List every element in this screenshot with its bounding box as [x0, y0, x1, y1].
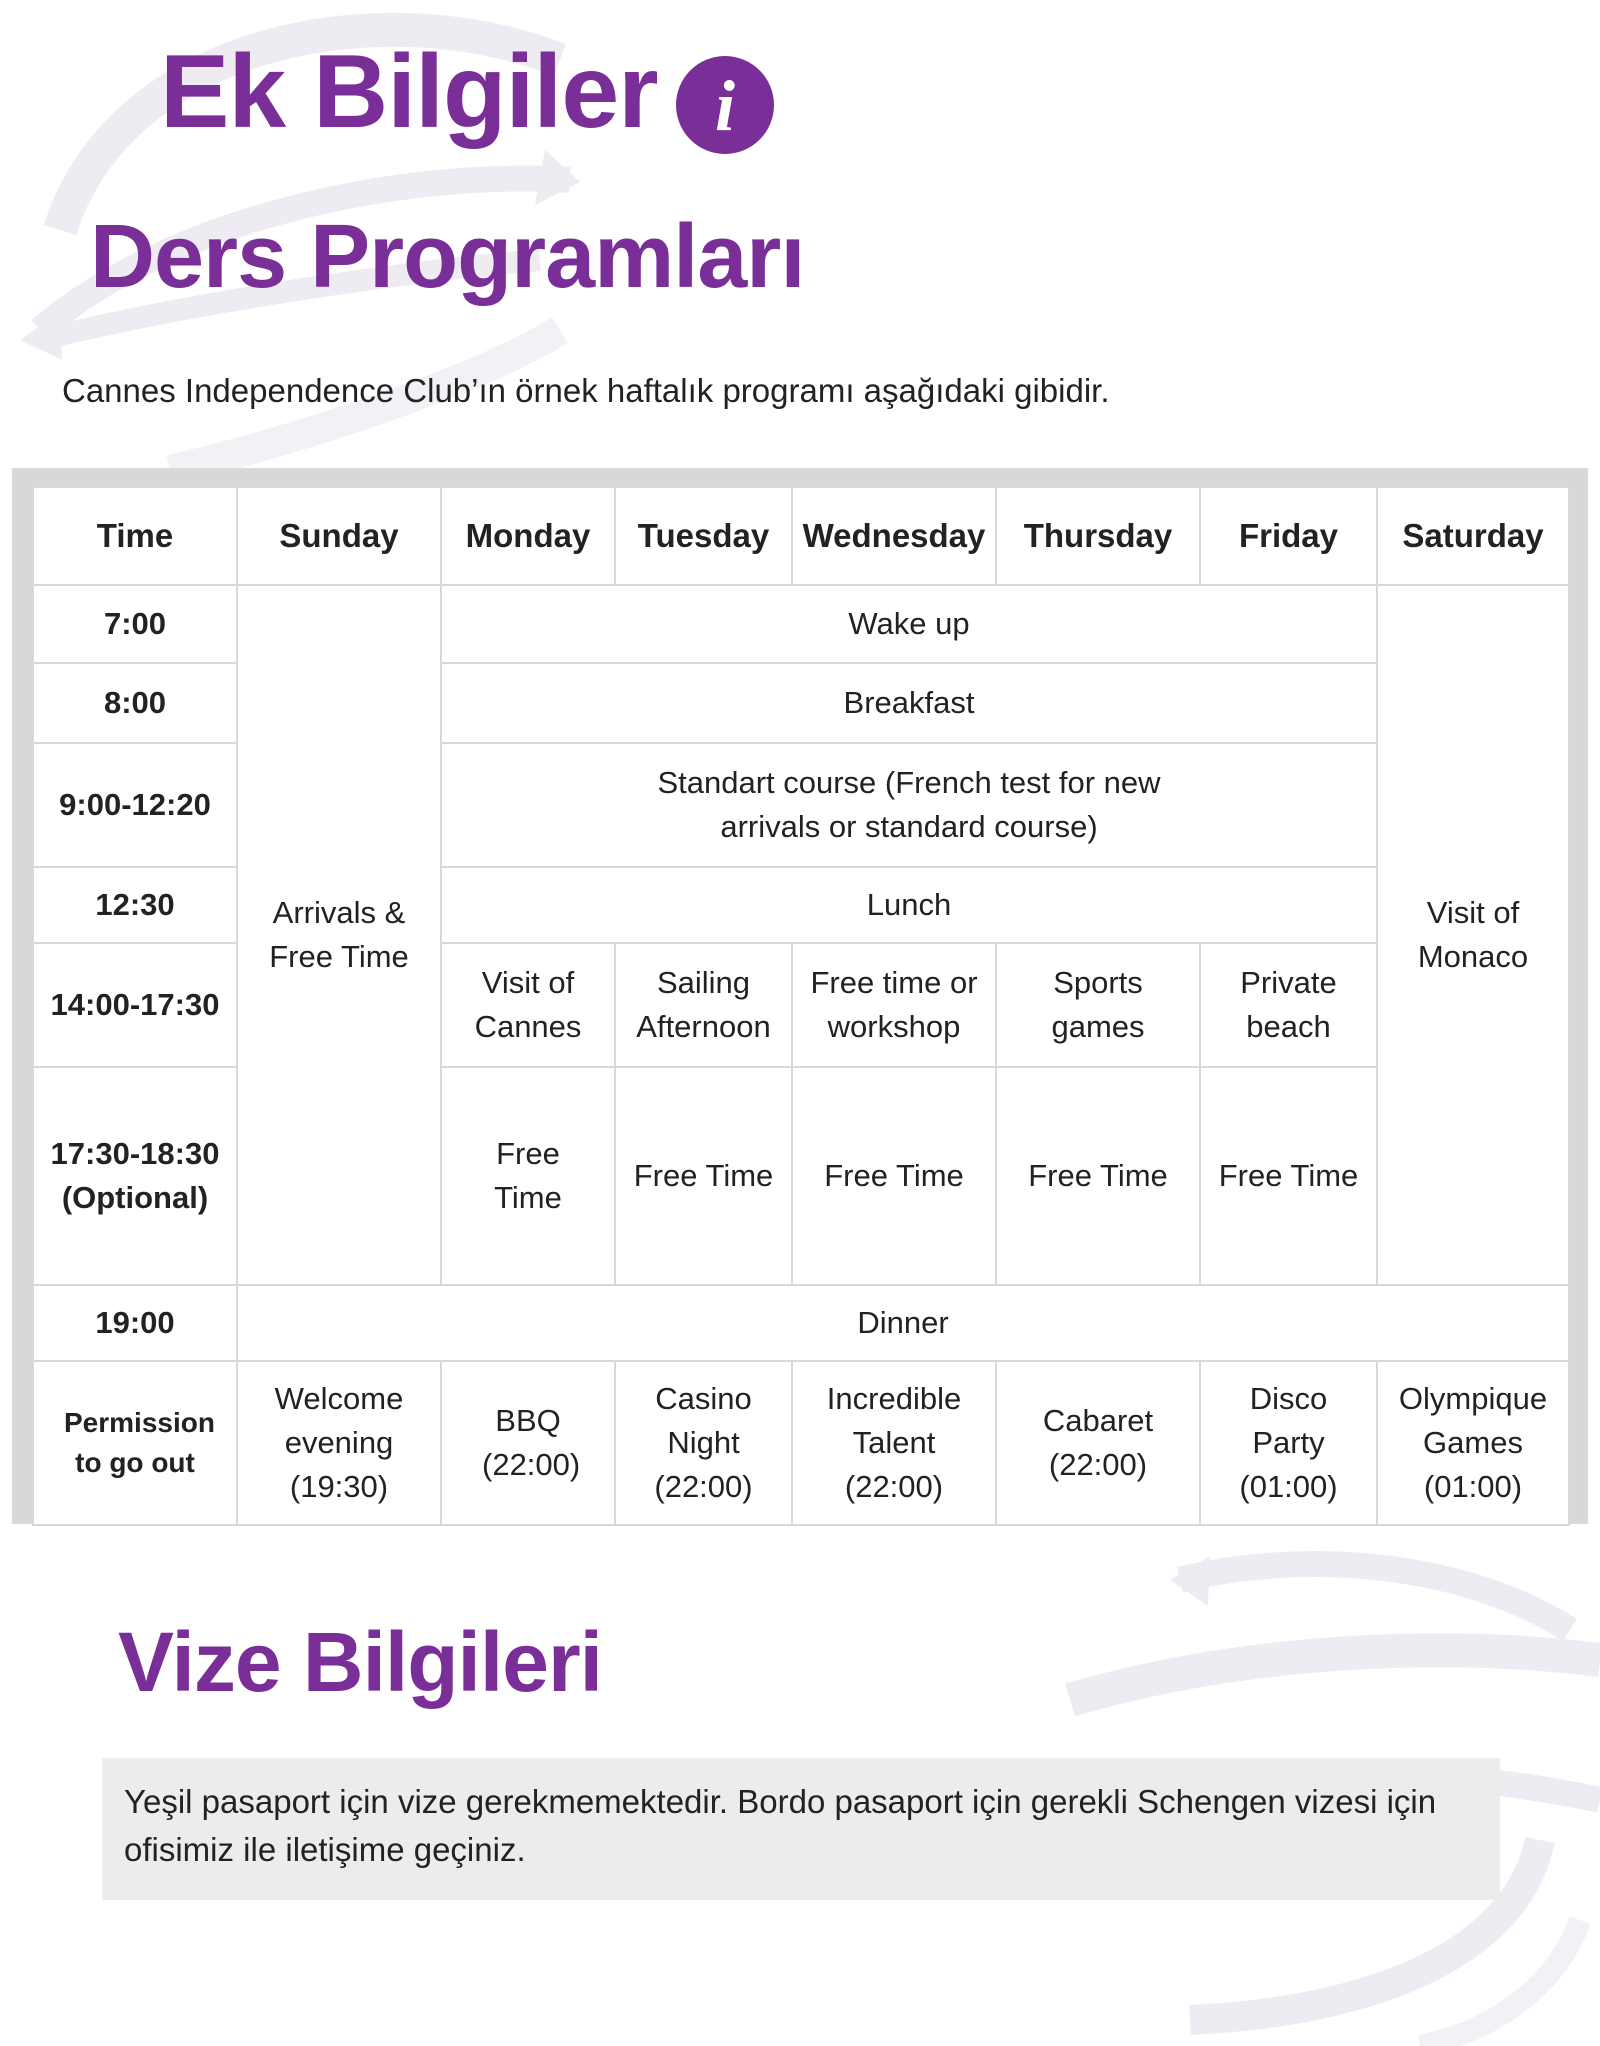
info-icon-glyph: i [714, 66, 736, 146]
lunch-cell: Lunch [441, 867, 1377, 943]
evening-wednesday: Free Time [792, 1067, 996, 1285]
afternoon-tuesday: Sailing Afternoon [615, 943, 792, 1067]
evening-friday: Free Time [1200, 1067, 1377, 1285]
afternoon-monday: Visit of Cannes [441, 943, 615, 1067]
afternoon-thursday: Sports games [996, 943, 1200, 1067]
course-cell: Standart course (French test for new arrivals or standard course) [441, 743, 1377, 867]
header-thursday: Thursday [996, 487, 1200, 585]
evening-monday: Free Time [441, 1067, 615, 1285]
night-wednesday: Incredible Talent (22:00) [792, 1361, 996, 1525]
page-title: Ek Bilgiler [160, 34, 658, 150]
header-wednesday: Wednesday [792, 487, 996, 585]
time-cell: Permission to go out [33, 1361, 237, 1525]
night-tuesday: Casino Night (22:00) [615, 1361, 792, 1525]
time-cell: 9:00-12:20 [33, 743, 237, 867]
schedule-frame [12, 468, 1588, 1524]
wake-up-cell: Wake up [441, 585, 1377, 663]
afternoon-wednesday: Free time or workshop [792, 943, 996, 1067]
time-cell: 19:00 [33, 1285, 237, 1361]
night-monday: BBQ (22:00) [441, 1361, 615, 1525]
table-row [33, 585, 1569, 663]
dinner-cell: Dinner [237, 1285, 1569, 1361]
saturday-monaco-cell: Visit of Monaco [1377, 585, 1569, 1285]
visa-info-text: Yeşil pasaport için vize gerekmemektedir. Bordo pasaport için gerekli Schengen vizesi için ofisimiz ile iletişime geçiniz. [124, 1783, 1437, 1868]
section-title-schedule: Ders Programları [90, 207, 805, 307]
header-saturday: Saturday [1377, 487, 1569, 585]
info-icon [676, 56, 774, 154]
visa-info-box [102, 1758, 1500, 1900]
sunday-arrivals-cell: Arrivals & Free Time [237, 585, 441, 1285]
night-sunday: Welcome evening (19:30) [237, 1361, 441, 1525]
table-row [33, 1285, 1569, 1361]
header-row [33, 487, 1569, 585]
time-cell: 17:30-18:30 (Optional) [33, 1067, 237, 1285]
night-thursday: Cabaret (22:00) [996, 1361, 1200, 1525]
table-row [33, 1361, 1569, 1525]
section-title-visa: Vize Bilgileri [118, 1615, 602, 1709]
night-friday: Disco Party (01:00) [1200, 1361, 1377, 1525]
header-tuesday: Tuesday [615, 487, 792, 585]
header-monday: Monday [441, 487, 615, 585]
night-saturday: Olympique Games (01:00) [1377, 1361, 1569, 1525]
header-sunday: Sunday [237, 487, 441, 585]
header-time: Time [33, 487, 237, 585]
afternoon-friday: Private beach [1200, 943, 1377, 1067]
header-friday: Friday [1200, 487, 1377, 585]
weekly-schedule-table [32, 486, 1570, 1526]
evening-thursday: Free Time [996, 1067, 1200, 1285]
time-cell: 14:00-17:30 [33, 943, 237, 1067]
time-cell: 8:00 [33, 663, 237, 743]
time-cell: 7:00 [33, 585, 237, 663]
intro-text: Cannes Independence Club’ın örnek haftalık programı aşağıdaki gibidir. [62, 372, 1110, 409]
time-cell: 12:30 [33, 867, 237, 943]
breakfast-cell: Breakfast [441, 663, 1377, 743]
evening-tuesday: Free Time [615, 1067, 792, 1285]
